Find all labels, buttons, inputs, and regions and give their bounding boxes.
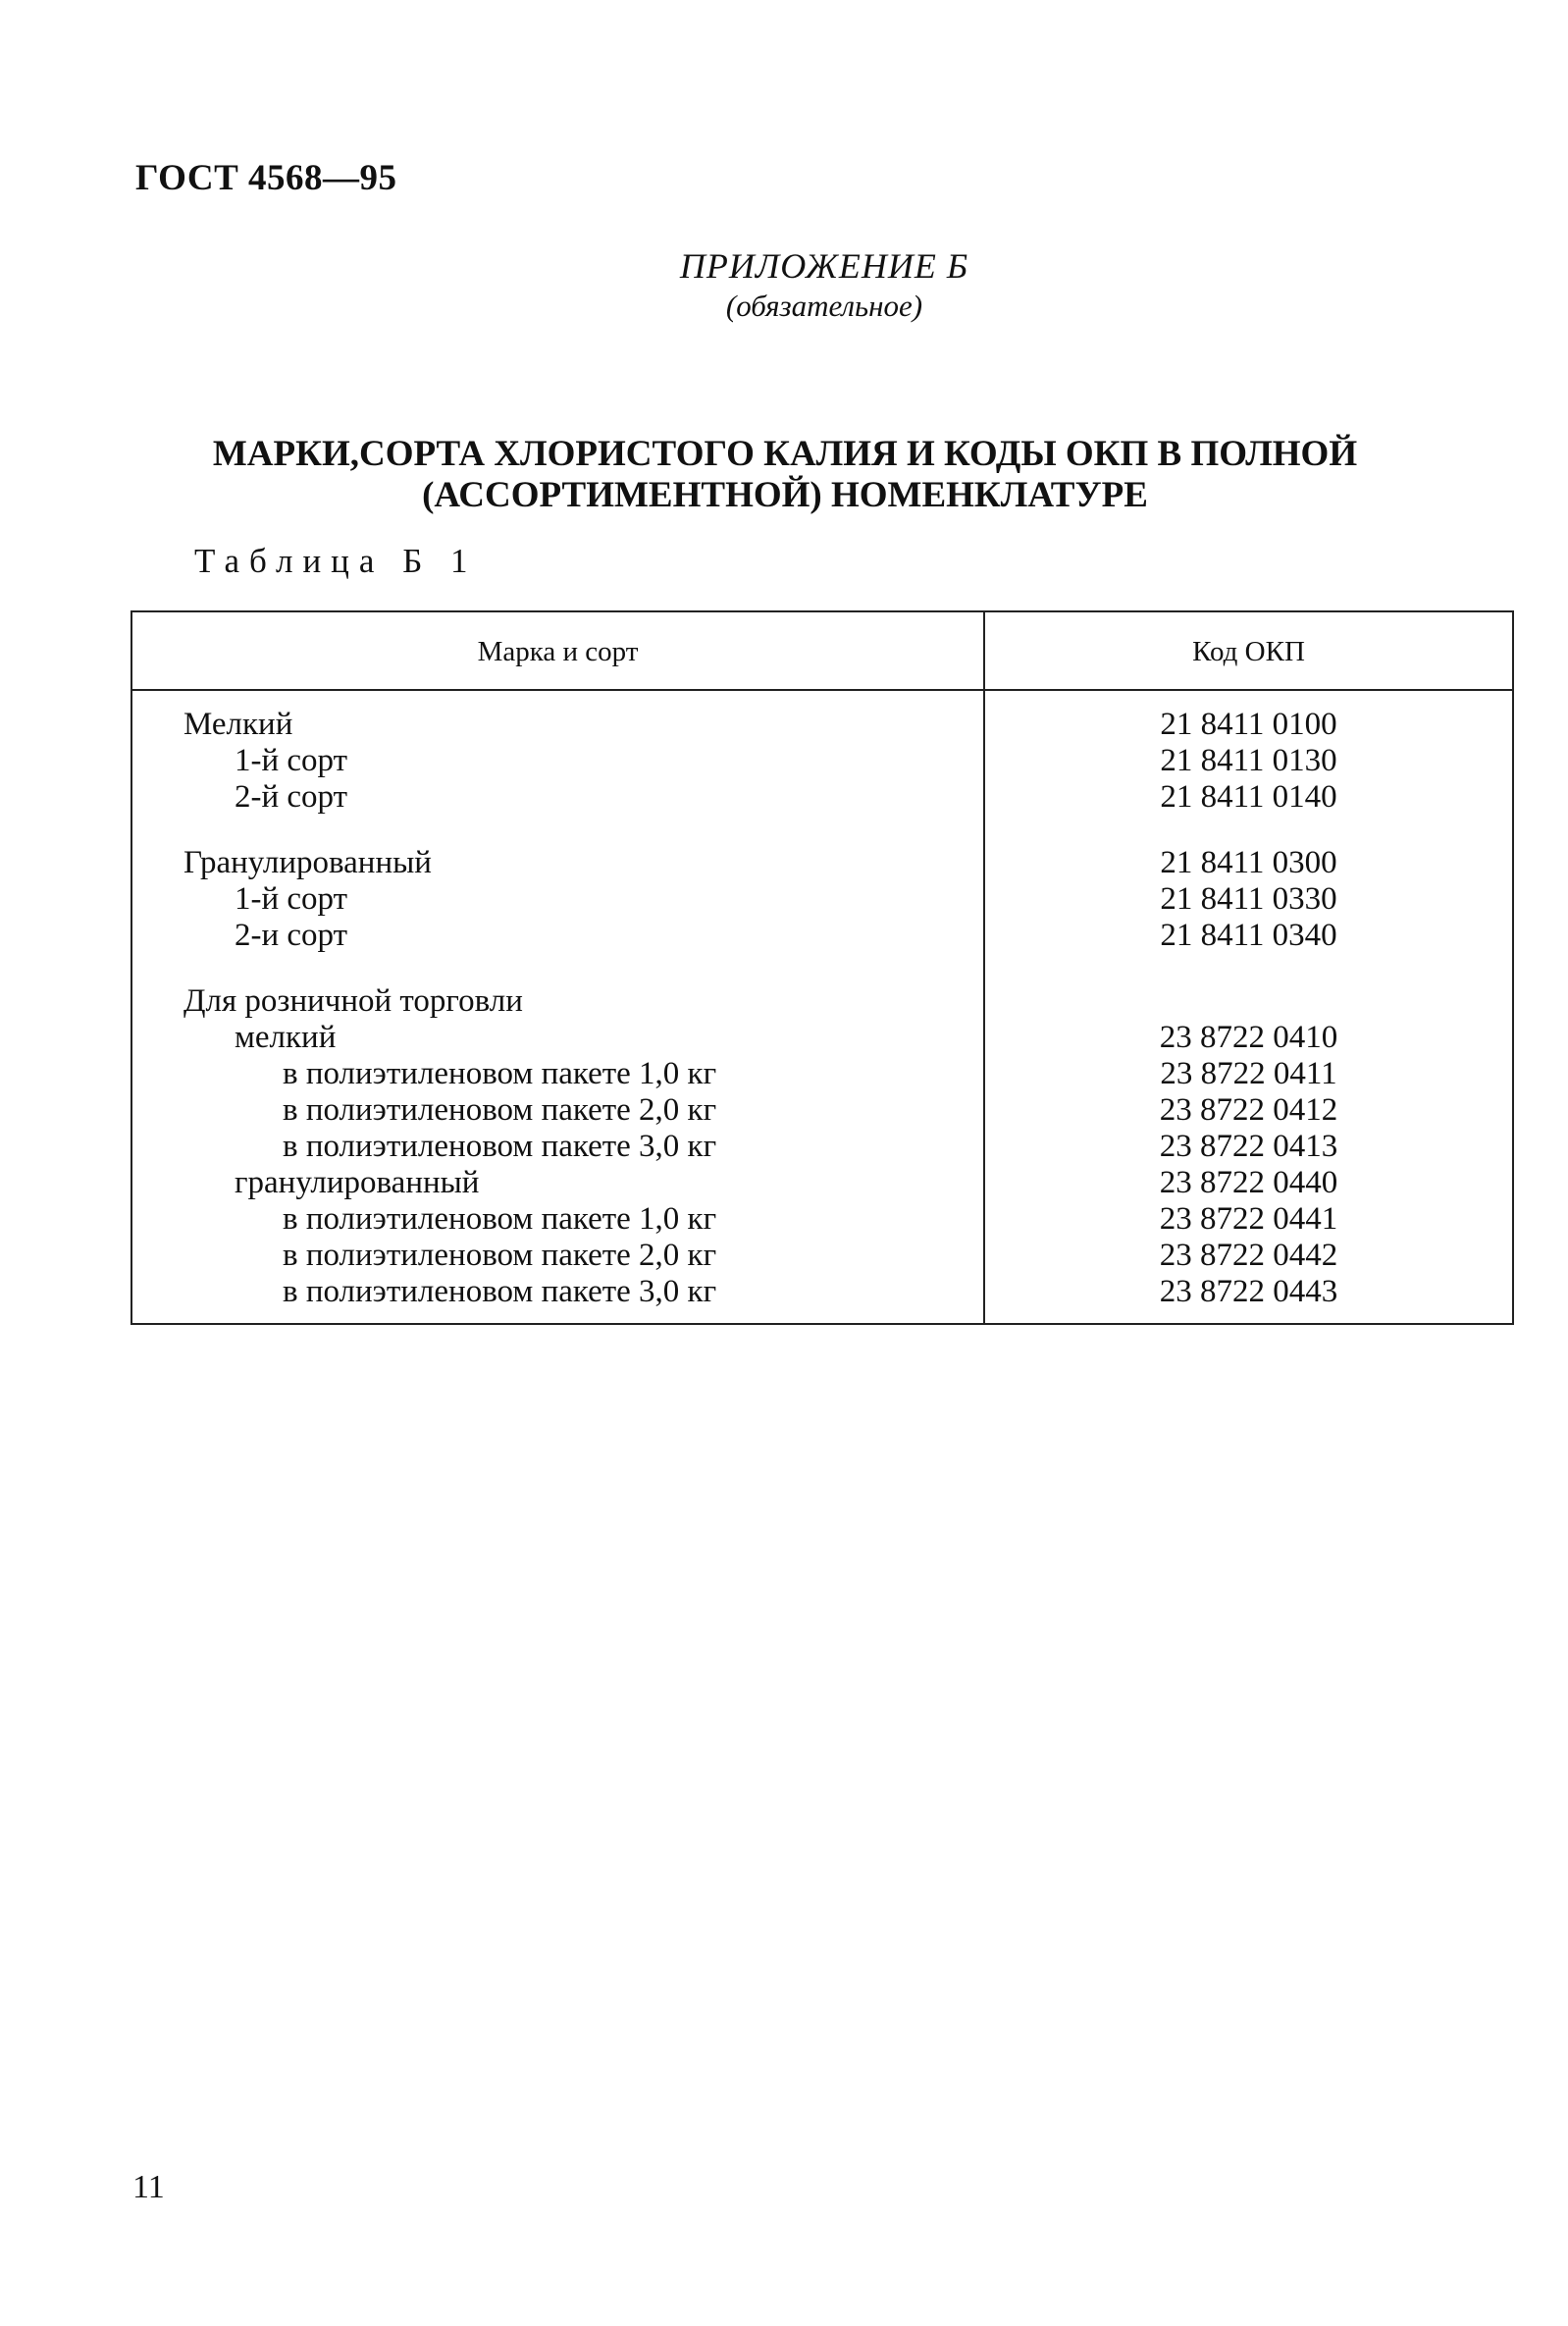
appendix-note: (обязательное)	[725, 289, 923, 323]
row-code: 23 8722 0442	[1159, 1238, 1338, 1273]
table-row	[132, 845, 1512, 881]
row-label: Гранулированный	[183, 845, 432, 880]
row-label: в полиэтиленовом пакете 3,0 кг	[283, 1129, 717, 1164]
row-label: в полиэтиленовом пакете 2,0 кг	[283, 1092, 717, 1128]
table-header-row	[132, 612, 1512, 691]
table-row	[132, 983, 1512, 1020]
row-label: 2-й сорт	[235, 779, 348, 815]
row-code: 21 8411 0300	[1160, 845, 1337, 880]
row-code: 23 8722 0413	[1159, 1129, 1338, 1164]
row-label: в полиэтиленовом пакете 3,0 кг	[283, 1274, 717, 1309]
table-row	[132, 881, 1512, 918]
page-title-line-1: МАРКИ,СОРТА ХЛОРИСТОГО КАЛИЯ И КОДЫ ОКП В ПОЛНОЙ	[212, 434, 1358, 474]
table-row	[132, 1274, 1512, 1310]
row-code: 23 8722 0411	[1160, 1056, 1337, 1091]
row-code: 21 8411 0140	[1160, 779, 1337, 815]
appendix-title: ПРИЛОЖЕНИЕ Б	[679, 246, 969, 286]
table-row	[132, 1201, 1512, 1238]
column-header-okp-code: Код ОКП	[1192, 636, 1305, 667]
table-row	[132, 918, 1512, 954]
row-label: гранулированный	[235, 1165, 480, 1200]
row-code: 23 8722 0410	[1159, 1020, 1338, 1055]
page-title-line-2: (АССОРТИМЕНТНОЙ) НОМЕНКЛАТУРЕ	[422, 475, 1148, 515]
table-body	[132, 707, 1512, 1310]
table-row	[132, 1092, 1512, 1129]
column-header-grade: Марка и сорт	[477, 636, 639, 667]
page-number: 11	[132, 2169, 165, 2205]
row-code: 23 8722 0441	[1159, 1201, 1338, 1237]
appendix-heading	[589, 245, 1060, 324]
page-title	[147, 434, 1423, 516]
table-row	[132, 1238, 1512, 1274]
table-caption: Таблица Б 1	[194, 542, 478, 580]
table-row	[132, 779, 1512, 816]
row-label: мелкий	[235, 1020, 337, 1055]
table-row	[132, 1165, 1512, 1201]
codes-table	[131, 610, 1514, 1325]
table-row	[132, 707, 1512, 743]
row-label: 1-й сорт	[235, 743, 348, 778]
row-label: 1-й сорт	[235, 881, 348, 917]
row-code: 23 8722 0412	[1159, 1092, 1338, 1128]
table-row	[132, 1129, 1512, 1165]
row-label: в полиэтиленовом пакете 1,0 кг	[283, 1056, 717, 1091]
table-row	[132, 1020, 1512, 1056]
row-label: Мелкий	[183, 707, 293, 742]
row-label: в полиэтиленовом пакете 1,0 кг	[283, 1201, 717, 1237]
row-code: 21 8411 0330	[1160, 881, 1337, 917]
row-label: Для розничной торговли	[183, 983, 523, 1019]
row-code: 23 8722 0443	[1159, 1274, 1338, 1309]
table-row	[132, 1056, 1512, 1092]
document-code: ГОСТ 4568—95	[135, 158, 397, 198]
row-code: 21 8411 0130	[1160, 743, 1337, 778]
row-code: 23 8722 0440	[1159, 1165, 1338, 1200]
row-code: 21 8411 0100	[1160, 707, 1337, 742]
row-code: 21 8411 0340	[1160, 918, 1337, 953]
table-row	[132, 743, 1512, 779]
row-label: в полиэтиленовом пакете 2,0 кг	[283, 1238, 717, 1273]
row-label: 2-и сорт	[235, 918, 348, 953]
